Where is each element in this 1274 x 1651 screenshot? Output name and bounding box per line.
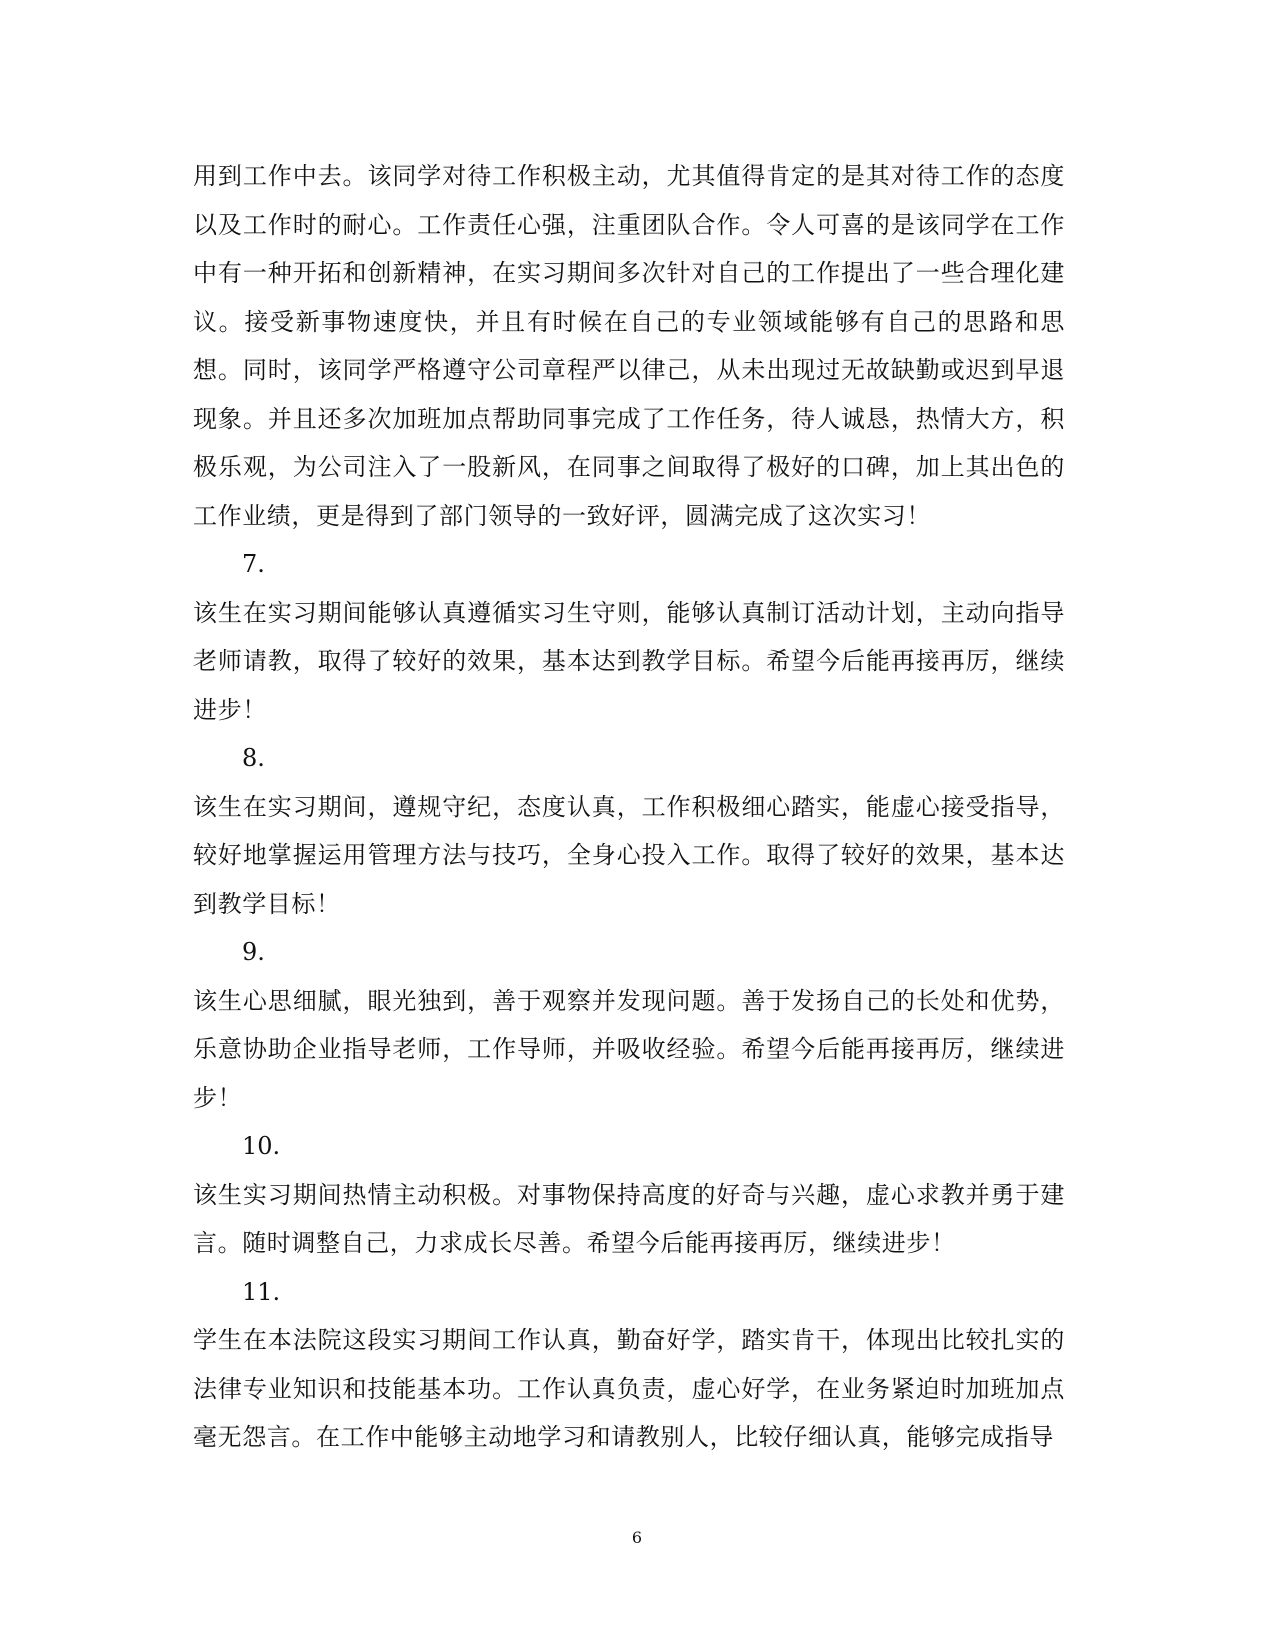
item-number-8: 8. xyxy=(242,744,265,772)
item-number-7: 7. xyxy=(242,550,265,578)
paragraph-9: 该生心思细腻，眼光独到，善于观察并发现问题。善于发扬自己的长处和优势，乐意协助企业指导老师，工作导师，并吸收经验。希望今后能再接再厉，继续进步！ xyxy=(193,986,1065,1112)
item-number-11: 11. xyxy=(242,1277,281,1306)
paragraph-7: 该生在实习期间能够认真遵循实习生守则，能够认真制订活动计划，主动向指导老师请教，取得了较好的效果，基本达到教学目标。希望今后能再接再厉，继续进步！ xyxy=(193,598,1065,724)
item-number-10: 10. xyxy=(242,1132,281,1160)
paragraph-8: 该生在实习期间，遵规守纪，态度认真，工作积极细心踏实，能虚心接受指导，较好地掌握运用管理方法与技巧，全身心投入工作。取得了较好的效果，基本达到教学目标！ xyxy=(193,792,1065,918)
page-number: 6 xyxy=(631,1528,643,1547)
document-body xyxy=(193,152,1065,1462)
paragraph-11: 学生在本法院这段实习期间工作认真，勤奋好学，踏实肯干，体现出比较扎实的法律专业知识和技能基本功。工作认真负责，虚心好学，在业务紧迫时加班加点毫无怨言。在工作中能够主动地学习和请教别人，比较仔细认真，能够完成指导 xyxy=(193,1326,1065,1451)
paragraph-continued: 用到工作中去。该同学对待工作积极主动，尤其值得肯定的是其对待工作的态度以及工作时的耐心。工作责任心强，注重团队合作。令人可喜的是该同学在工作中有一种开拓和创新精神，在实习期间多次针对自己的工作提出了一些合理化建议。接受新事物速度快，并且有时候在自己的专业领域能够有自己的思路和思想。同时，该同学严格遵守公司章程严以律己，从未出现过无故缺勤或迟到早退现象。并且还多次加班加点帮助同事完成了工作任务，待人诚恳，热情大方，积极乐观，为公司注入了一股新风，在同事之间取得了极好的口碑，加上其出色的工作业绩，更是得到了部门领导的一致好评，圆满完成了这次实习！ xyxy=(193,162,1065,530)
item-number-9: 9. xyxy=(242,938,265,966)
paragraph-10: 该生实习期间热情主动积极。对事物保持高度的好奇与兴趣，虚心求教并勇于建言。随时调整自己，力求成长尽善。希望今后能再接再厉，继续进步！ xyxy=(193,1180,1065,1257)
